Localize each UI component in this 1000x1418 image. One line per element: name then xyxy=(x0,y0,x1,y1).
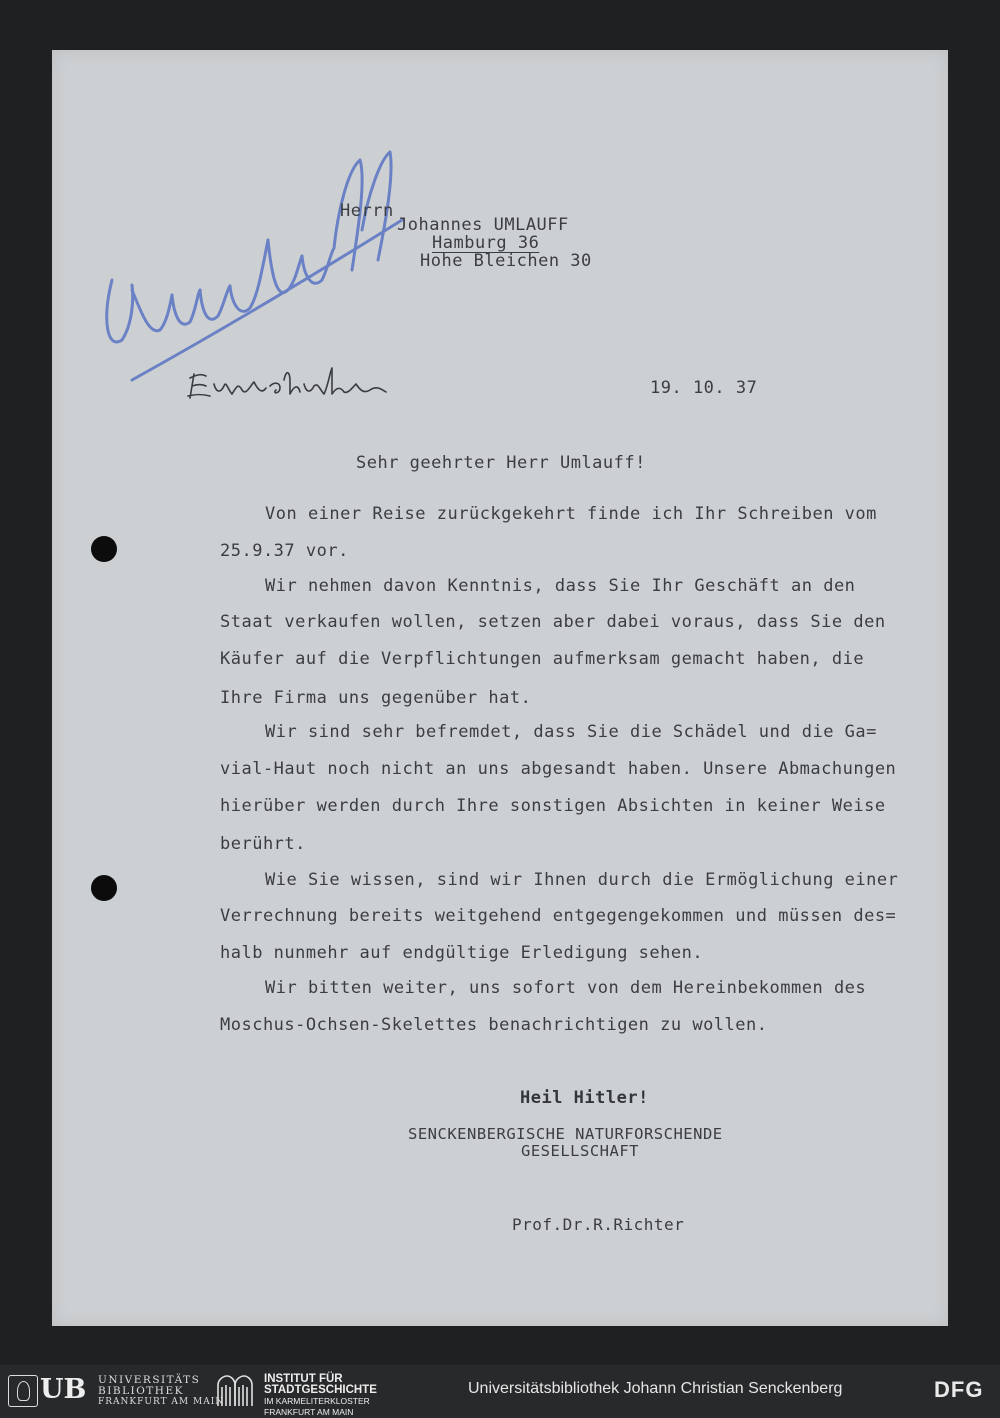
body-line: Wir sind sehr befremdet, dass Sie die Schädel und die Ga= xyxy=(265,722,877,742)
isg-building-icon xyxy=(215,1373,255,1407)
body-line: Verrechnung bereits weitgehend entgegengekommen und müssen des= xyxy=(220,906,897,926)
body-line: vial-Haut noch nicht an uns abgesandt haben. Unsere Abmachungen xyxy=(220,759,897,779)
ub-logo-text xyxy=(98,1375,224,1408)
footer-bar xyxy=(0,1365,1000,1415)
body-line: Ihre Firma uns gegenüber hat. xyxy=(220,688,532,708)
recipient-street: Hohe Bleichen 30 xyxy=(420,251,592,271)
body-line: 25.9.37 vor. xyxy=(220,541,349,561)
library-title: Universitätsbibliothek Johann Christian Senckenberg xyxy=(468,1380,843,1397)
isg-line-4: FRANKFURT AM MAIN xyxy=(264,1407,354,1417)
body-line: hierüber werden durch Ihre sonstigen Absichten in keiner Weise xyxy=(220,796,886,816)
dfg-logo: DFG xyxy=(934,1377,984,1402)
isg-line-2: STADTGESCHICHTE xyxy=(264,1384,377,1396)
punch-hole-top xyxy=(91,536,117,562)
body-line: Wie Sie wissen, sind wir Ihnen durch die Ermöglichung einer xyxy=(265,870,899,890)
letter-date: 19. 10. 37 xyxy=(650,378,758,398)
letter-closing: Heil Hitler! xyxy=(520,1088,649,1108)
isg-logo-text xyxy=(264,1374,377,1418)
recipient-salutation-title: Herrn xyxy=(340,201,394,221)
ub-line-2: BIBLIOTHEK xyxy=(98,1385,184,1397)
signatory: Prof.Dr.R.Richter xyxy=(512,1215,685,1234)
punch-hole-bottom xyxy=(91,875,117,901)
ub-line-1: UNIVERSITÄTS xyxy=(98,1374,201,1386)
body-line: Moschus-Ochsen-Skelettes benachrichtigen zu wollen. xyxy=(220,1015,768,1035)
organization-line-1: SENCKENBERGISCHE NATURFORSCHENDE xyxy=(408,1125,723,1143)
handwritten-registered-note xyxy=(180,360,400,410)
body-line: Staat verkaufen wollen, setzen aber dabei voraus, dass Sie den xyxy=(220,612,886,632)
ub-logo-letters: UB xyxy=(40,1374,87,1405)
body-line: Von einer Reise zurückgekehrt finde ich Ihr Schreiben vom xyxy=(265,504,877,524)
goethe-portrait-icon xyxy=(8,1375,38,1407)
letter-greeting: Sehr geehrter Herr Umlauff! xyxy=(356,453,646,473)
body-line: Käufer auf die Verpflichtungen aufmerksam gemacht haben, die xyxy=(220,649,865,669)
ub-line-3: FRANKFURT AM MAIN xyxy=(98,1397,225,1407)
isg-line-3: IM KARMELITERKLOSTER xyxy=(264,1396,370,1406)
recipient-city: Hamburg 36 xyxy=(432,233,540,253)
body-line: Wir bitten weiter, uns sofort von dem Hereinbekommen des xyxy=(265,978,867,998)
blue-pencil-signature xyxy=(72,90,412,390)
organization-line-2: GESELLSCHAFT xyxy=(521,1142,639,1160)
body-line: Wir nehmen davon Kenntnis, dass Sie Ihr Geschäft an den xyxy=(265,576,856,596)
recipient-name: Johannes UMLAUFF xyxy=(397,215,569,235)
body-line: berührt. xyxy=(220,834,306,854)
isg-line-1: INSTITUT FÜR xyxy=(264,1373,343,1385)
body-line: halb nunmehr auf endgültige Erledigung sehen. xyxy=(220,943,704,963)
